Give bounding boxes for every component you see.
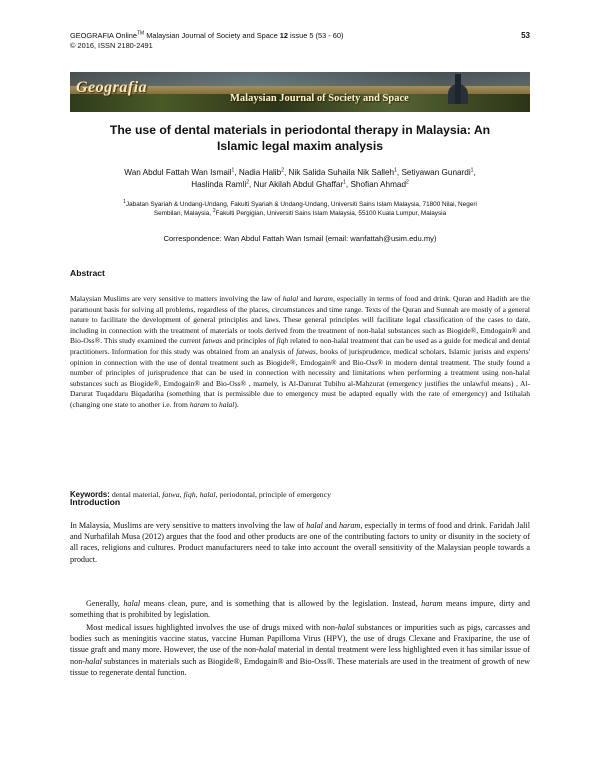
text-run: means clean, pure, and is something that is allowed by the legislation. Instead, xyxy=(140,599,422,608)
italic-term: haram xyxy=(313,294,333,303)
text-run: , especially in terms of food and drink. Quran and Hadith are the paramount basis for solving all problems, regardless of the places, circumstances and time range. Texts of the Quran and Sunnah are mostly of a general nature to facilitate the development of general principles and laws. These general principles will facilitate legal classification of the cases to date, including in connection with the treatment of materials or tools derived from the treatment of non-halal substances such as Biogide®, Emdogain® and Bio-Oss®. This study examined the current xyxy=(70,294,530,346)
author-name: Nik Salida Suhaila Nik Salleh xyxy=(288,168,395,177)
text-run: Generally, xyxy=(86,599,124,608)
author-name: Haslinda Ramli xyxy=(191,179,247,189)
banner-tower xyxy=(455,74,461,104)
text-run: material in dental treatment were less highlighted even it has similar issue of non- xyxy=(70,645,530,666)
italic-term: fiqh xyxy=(276,336,289,346)
journal-line xyxy=(70,31,530,41)
author-affil-mark: 1 xyxy=(470,167,474,174)
affiliations xyxy=(78,200,522,218)
italic-term: halal xyxy=(258,645,276,655)
italic-term: halal xyxy=(218,399,235,409)
italic-term: fatwa xyxy=(162,490,180,499)
text-run: , xyxy=(195,490,200,499)
journal-issue: issue 5 (53 - 60) xyxy=(288,31,344,40)
banner-brand: Geografia xyxy=(76,79,148,96)
keywords-label: Keywords: xyxy=(70,490,110,499)
introduction-paragraph xyxy=(70,622,530,678)
italic-term: fiqh xyxy=(183,490,196,499)
italic-term: haram xyxy=(338,521,361,530)
correspondence-line: Correspondence: Wan Abdul Fattah Wan Ismail (email: wanfattah@usim.edu.my) xyxy=(163,234,437,243)
text-run: and xyxy=(298,294,314,303)
keywords-text xyxy=(110,490,331,499)
italic-term: halal xyxy=(337,623,355,632)
author-line: Haslinda Ramli$^2$, Nur Akilah Abdul Ghaffar$^1$, Shofian Ahmad$^2$ xyxy=(191,178,409,189)
author-name: Nadia Halib xyxy=(238,168,282,177)
italic-term: halal xyxy=(282,294,299,303)
affiliation-text: Sembilan, Malaysia, xyxy=(153,210,213,217)
author-name: Setiyawan Gunardi xyxy=(401,168,471,177)
text-run: , books of jurisprudence, medical scholars, Islamic jurists and experts' opinion in connection with the use of dental treatment such as Biogide®, Emdogain® and Bio-Oss® in modern dental treatment. The study found a number of principles of jurisprudence that can be used in connection with necessity and limitations when performing a treatment using non-halal substances such as Biogide®, Emdogain® and Bio-Oss® , mamely, is Al-Darurat Tubihu al-Mahzurat (emergency justifies the unlawful means) , Al-Darurat Tuqaddaru Biqadariha (something that is permissible due to emergency must be adapted equally with the rate of emergency) and Istihalah (changing one state to another i.e. from xyxy=(70,346,530,409)
paper-title xyxy=(80,122,520,154)
text-run: ). xyxy=(234,399,239,409)
author-name: Nur Akilah Abdul Ghaffar xyxy=(253,179,344,189)
text-run: Malaysian Muslims are very sensitive to matters involving the law of xyxy=(70,294,283,303)
author-affil-mark: 2 xyxy=(406,178,409,185)
text-run: means impure, dirty and something that is prohibited by legislation. xyxy=(70,599,531,620)
text-run: to xyxy=(209,399,219,409)
abstract-heading: Abstract xyxy=(70,268,105,278)
text-run: related to non-halal treatment that can be used as a guide for medical and dental practitioners. Information for this study was obtained from an analysis of xyxy=(70,336,530,356)
author-affil-mark: 1 xyxy=(231,167,235,174)
text-run: and xyxy=(322,521,339,530)
author-affil-mark: 2 xyxy=(246,178,250,185)
journal-prefix: GEOGRAFIA Online xyxy=(70,31,137,40)
page-number: 53 xyxy=(521,31,530,40)
italic-term: halal xyxy=(123,599,141,608)
author-affil-mark: 1 xyxy=(394,167,397,174)
banner-subtitle: Malaysian Journal of Society and Space xyxy=(230,93,409,104)
text-run: substances or impurities such as pigs, carcasses and bodies such as meningitis vaccine status, vaccine Human Papilloma Virus (HPV), the use of drugs Clexane and Fraxiparine, the use of tissue graft and many more. However, the use of the non- xyxy=(70,623,531,655)
italic-term: haram xyxy=(421,599,443,608)
abstract-text xyxy=(70,294,530,411)
author-affil-mark: 1 xyxy=(343,178,346,185)
affiliation-line xyxy=(78,209,522,218)
affiliation-text: Fakulti Pergigian, Universiti Sains Islam Malaysia, 55100 Kuala Lumpur, Malaysia xyxy=(215,210,447,217)
keywords-line xyxy=(70,490,530,499)
italic-term: halal xyxy=(199,490,216,499)
author-list xyxy=(75,167,525,190)
text-run: , especially in terms of food and drink. Faridah Jalil and Nurhafilah Musa (2012) argues that the food and other products are one of the contributing factors to unity or disunity in the society of all races, religions and cultures. Product manufacturers need to take into account the overall sensitivity of the Malaysian people towards a product. xyxy=(70,521,530,564)
running-header xyxy=(70,31,530,51)
affiliation-mark: 1 xyxy=(123,198,126,205)
introduction-paragraph xyxy=(70,598,530,620)
author-name: Shofian Ahmad xyxy=(350,179,407,189)
italic-term: halal xyxy=(85,656,102,666)
text-run: and principles of xyxy=(222,336,277,346)
text-run: substances in materials such as Biogide®, Emdogain® and Bio-Oss®. These materials are used in the treatment of growth of new tissue to regenerate dental function. xyxy=(70,656,530,677)
author-name: Wan Abdul Fattah Wan Ismail xyxy=(124,168,232,177)
text-run: , periodontal, principle of emergency xyxy=(215,490,332,499)
title-line: Islamic legal maxim analysis xyxy=(217,139,383,153)
italic-term: fatwas xyxy=(202,336,223,346)
italic-term: fatwas xyxy=(296,346,316,356)
affiliation-line xyxy=(78,200,522,209)
author-line: Wan Abdul Fattah Wan Ismail$^1$, Nadia Halib$^2$, Nik Salida Suhaila Nik Salleh$^1$, Setiyawan Gunardi$^1$, xyxy=(124,167,476,177)
text-run: Most medical issues highlighted involves the use of drugs mixed with non- xyxy=(86,623,338,632)
italic-term: haram xyxy=(189,399,210,409)
introduction-paragraph xyxy=(70,520,530,565)
affiliation-text: Jabatan Syariah & Undang-Undang, Fakulti Syariah & Undang-Undang, Universiti Sains Islam Malaysia, 71800 Nilai, Negeri xyxy=(125,201,477,208)
journal-banner xyxy=(70,72,530,112)
text-run: dental material, xyxy=(109,490,163,499)
affiliation-mark: 2 xyxy=(212,207,216,214)
italic-term: halal xyxy=(306,521,323,530)
text-run: , xyxy=(179,490,184,499)
journal-volume: 12 xyxy=(279,31,288,40)
author-affil-mark: 2 xyxy=(281,167,284,174)
copyright-line: © 2016, ISSN 2180-2491 xyxy=(70,41,153,50)
journal-name: Malaysian Journal of Society and Space xyxy=(144,31,280,40)
introduction-heading: Introduction xyxy=(70,497,121,507)
trademark-mark: TM xyxy=(136,30,145,37)
title-line: The use of dental materials in periodontal therapy in Malaysia: An xyxy=(109,123,491,137)
text-run: In Malaysia, Muslims are very sensitive to matters involving the law of xyxy=(70,521,307,530)
